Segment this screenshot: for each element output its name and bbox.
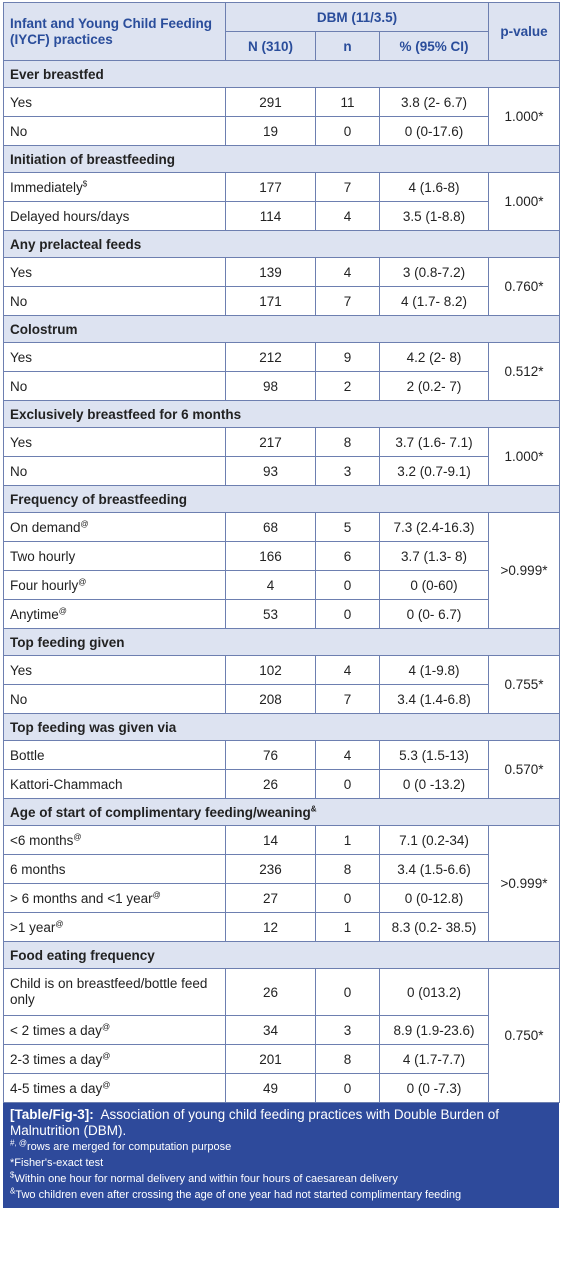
row-label <box>4 884 226 913</box>
table-container <box>3 2 559 1208</box>
cell-pct: 0 (0-60) <box>380 571 489 600</box>
row-label-text: < 2 times a day <box>10 1022 102 1038</box>
cell-N: 171 <box>226 287 316 316</box>
cell-n: 7 <box>316 173 380 202</box>
row-label-text: No <box>10 691 28 707</box>
cell-N: 26 <box>226 770 316 799</box>
row-label <box>4 855 226 884</box>
section-title-text: Initiation of breastfeeding <box>10 151 176 167</box>
cell-N: 27 <box>226 884 316 913</box>
table-row <box>4 173 560 202</box>
p-value-cell: 1.000* <box>489 88 560 146</box>
section-title <box>4 629 560 656</box>
table-row <box>4 428 560 457</box>
section-title <box>4 401 560 428</box>
cell-N: 114 <box>226 202 316 231</box>
row-label-text: Bottle <box>10 747 45 763</box>
row-label <box>4 913 226 942</box>
cell-pct: 4 (1.7-7.7) <box>380 1045 489 1074</box>
row-label <box>4 202 226 231</box>
table-row <box>4 343 560 372</box>
cell-pct: 3.7 (1.3- 8) <box>380 542 489 571</box>
cell-N: 26 <box>226 969 316 1016</box>
section-header-row <box>4 942 560 969</box>
table-row <box>4 513 560 542</box>
row-label <box>4 1045 226 1074</box>
section-title <box>4 799 560 826</box>
dbm-header: DBM (11/3.5) <box>226 3 489 32</box>
p-value-cell: 1.000* <box>489 428 560 486</box>
section-title-text: Age of start of complimentary feeding/weaning <box>10 804 311 820</box>
table-body <box>4 61 560 1103</box>
table-row <box>4 88 560 117</box>
row-label <box>4 457 226 486</box>
practice-header: Infant and Young Child Feeding (IYCF) practices <box>4 3 226 61</box>
p-value-cell: 0.570* <box>489 741 560 799</box>
cell-n: 1 <box>316 826 380 855</box>
cell-pct: 0 (0-17.6) <box>380 117 489 146</box>
row-label-text: Kattori-Chammach <box>10 776 123 792</box>
cell-pct: 7.3 (2.4-16.3) <box>380 513 489 542</box>
cell-n: 0 <box>316 600 380 629</box>
p-value-cell: 1.000* <box>489 173 560 231</box>
footnote-marker: @ <box>152 890 161 899</box>
p-value-cell: 0.755* <box>489 656 560 714</box>
section-title-text: Any prelacteal feeds <box>10 236 142 252</box>
footnote-marker: @ <box>102 1051 111 1060</box>
cell-pct: 0 (0 -13.2) <box>380 770 489 799</box>
section-header-row <box>4 714 560 741</box>
row-label <box>4 770 226 799</box>
table-row <box>4 117 560 146</box>
row-label <box>4 741 226 770</box>
cell-N: 208 <box>226 685 316 714</box>
cell-n: 9 <box>316 343 380 372</box>
row-label <box>4 88 226 117</box>
cell-pct: 0 (0- 6.7) <box>380 600 489 629</box>
cell-n: 11 <box>316 88 380 117</box>
footnote-marker: @ <box>58 606 67 615</box>
cell-pct: 3.2 (0.7-9.1) <box>380 457 489 486</box>
cell-N: 139 <box>226 258 316 287</box>
row-label-text: 4-5 times a day <box>10 1080 103 1096</box>
cell-n: 7 <box>316 685 380 714</box>
cell-pct: 3.8 (2- 6.7) <box>380 88 489 117</box>
cell-N: 236 <box>226 855 316 884</box>
cell-n: 1 <box>316 913 380 942</box>
cell-N: 291 <box>226 88 316 117</box>
footnote-marker: @ <box>101 1022 111 1031</box>
row-label-text: <6 months <box>10 832 74 848</box>
table-row <box>4 884 560 913</box>
section-header-row <box>4 486 560 513</box>
footnote-marker: & <box>10 1186 16 1196</box>
table-row <box>4 202 560 231</box>
table-row <box>4 969 560 1016</box>
row-label-text: No <box>10 293 28 309</box>
cell-pct: 3.4 (1.5-6.6) <box>380 855 489 884</box>
row-label-text: Immediately <box>10 179 83 195</box>
section-title <box>4 61 560 88</box>
row-label <box>4 258 226 287</box>
cell-pct: 2 (0.2- 7) <box>380 372 489 401</box>
caption-label: [Table/Fig-3]: <box>10 1107 94 1122</box>
table-caption <box>3 1103 559 1208</box>
table-row <box>4 741 560 770</box>
cell-pct: 5.3 (1.5-13) <box>380 741 489 770</box>
table-row <box>4 258 560 287</box>
cell-pct: 4 (1.6-8) <box>380 173 489 202</box>
row-label <box>4 826 226 855</box>
cell-n: 3 <box>316 457 380 486</box>
cell-pct: 3.5 (1-8.8) <box>380 202 489 231</box>
cell-N: 14 <box>226 826 316 855</box>
caption-note-text: Within one hour for normal delivery and within four hours of caesarean delivery <box>14 1173 398 1185</box>
cell-N: 102 <box>226 656 316 685</box>
row-label-text: 6 months <box>10 861 66 877</box>
caption-note-text: Two children even after crossing the age of one year had not started complimentary feeding <box>15 1189 462 1201</box>
row-label-text: Two hourly <box>10 548 76 564</box>
caption-note <box>10 1171 552 1187</box>
section-title <box>4 316 560 343</box>
row-label <box>4 969 226 1016</box>
cell-N: 53 <box>226 600 316 629</box>
cell-N: 12 <box>226 913 316 942</box>
section-title-text: Exclusively breastfeed for 6 months <box>10 406 242 422</box>
cell-n: 0 <box>316 571 380 600</box>
section-header-row <box>4 629 560 656</box>
cell-n: 0 <box>316 884 380 913</box>
row-label <box>4 542 226 571</box>
cell-n: 8 <box>316 1045 380 1074</box>
cell-pct: 3.7 (1.6- 7.1) <box>380 428 489 457</box>
row-label-text: Anytime <box>10 606 59 622</box>
cell-pct: 8.9 (1.9-23.6) <box>380 1016 489 1045</box>
p-value-cell: 0.512* <box>489 343 560 401</box>
footnote-marker: @ <box>78 577 87 586</box>
row-label <box>4 685 226 714</box>
table-row <box>4 457 560 486</box>
row-label <box>4 428 226 457</box>
section-header-row <box>4 231 560 258</box>
caption-main <box>10 1107 552 1139</box>
p-value-cell: >0.999* <box>489 826 560 942</box>
cell-N: 76 <box>226 741 316 770</box>
section-title-text: Frequency of breastfeeding <box>10 491 188 507</box>
cell-n: 4 <box>316 202 380 231</box>
section-header-row <box>4 316 560 343</box>
cell-n: 0 <box>316 969 380 1016</box>
row-label-text: Yes <box>10 434 33 450</box>
section-title <box>4 714 560 741</box>
cell-N: 49 <box>226 1074 316 1103</box>
table-row <box>4 685 560 714</box>
cell-N: 68 <box>226 513 316 542</box>
row-label-text: Child is on breastfeed/bottle feed only <box>10 976 208 1007</box>
cell-n: 2 <box>316 372 380 401</box>
cell-n: 7 <box>316 287 380 316</box>
row-label <box>4 372 226 401</box>
n-header: n <box>316 32 380 61</box>
section-title <box>4 146 560 173</box>
table-row <box>4 372 560 401</box>
cell-N: 19 <box>226 117 316 146</box>
cell-pct: 4.2 (2- 8) <box>380 343 489 372</box>
row-label-text: Yes <box>10 662 33 678</box>
cell-pct: 0 (0 -7.3) <box>380 1074 489 1103</box>
cell-pct: 0 (013.2) <box>380 969 489 1016</box>
row-label-text: 2-3 times a day <box>10 1051 103 1067</box>
row-label-text: >1 year <box>10 919 56 935</box>
row-label-text: On demand <box>10 519 81 535</box>
cell-n: 0 <box>316 117 380 146</box>
table-row <box>4 855 560 884</box>
cell-n: 3 <box>316 1016 380 1045</box>
cell-n: 6 <box>316 542 380 571</box>
row-label-text: No <box>10 123 28 139</box>
row-label <box>4 1016 226 1045</box>
table-row <box>4 600 560 629</box>
caption-note <box>10 1155 552 1171</box>
row-label-text: > 6 months and <1 year <box>10 890 153 906</box>
cell-n: 4 <box>316 656 380 685</box>
row-label-text: Delayed hours/days <box>10 208 130 224</box>
cell-pct: 3 (0.8-7.2) <box>380 258 489 287</box>
row-label <box>4 571 226 600</box>
cell-pct: 8.3 (0.2- 38.5) <box>380 913 489 942</box>
row-label-text: Yes <box>10 349 33 365</box>
section-header-row <box>4 401 560 428</box>
iycf-table <box>3 2 560 1103</box>
cell-n: 4 <box>316 258 380 287</box>
row-label-text: No <box>10 378 28 394</box>
caption-note <box>10 1187 552 1203</box>
footnote-marker: @ <box>102 1080 111 1089</box>
section-title-text: Ever breastfed <box>10 66 104 82</box>
cell-pct: 4 (1.7- 8.2) <box>380 287 489 316</box>
cell-N: 212 <box>226 343 316 372</box>
section-title <box>4 231 560 258</box>
section-title-text: Top feeding was given via <box>10 719 177 735</box>
cell-n: 4 <box>316 741 380 770</box>
table-row <box>4 571 560 600</box>
table-row <box>4 656 560 685</box>
cell-pct: 3.4 (1.4-6.8) <box>380 685 489 714</box>
table-row <box>4 913 560 942</box>
footnote-marker: & <box>310 804 317 813</box>
cell-N: 93 <box>226 457 316 486</box>
row-label-text: Yes <box>10 264 33 280</box>
cell-N: 166 <box>226 542 316 571</box>
row-label <box>4 117 226 146</box>
section-header-row <box>4 799 560 826</box>
caption-note-text: *Fisher's-exact test <box>10 1157 104 1169</box>
table-row <box>4 1045 560 1074</box>
row-label <box>4 343 226 372</box>
cell-n: 0 <box>316 1074 380 1103</box>
caption-text: Association of young child feeding practices with Double Burden of Malnutrition (DBM). <box>10 1107 500 1138</box>
section-title <box>4 486 560 513</box>
row-label <box>4 287 226 316</box>
cell-N: 98 <box>226 372 316 401</box>
section-title-text: Colostrum <box>10 321 78 337</box>
p-value-cell: 0.750* <box>489 969 560 1103</box>
cell-N: 217 <box>226 428 316 457</box>
table-row <box>4 826 560 855</box>
cell-n: 8 <box>316 428 380 457</box>
cell-N: 34 <box>226 1016 316 1045</box>
row-label <box>4 513 226 542</box>
p-value-cell: >0.999* <box>489 513 560 629</box>
row-label <box>4 173 226 202</box>
row-label <box>4 1074 226 1103</box>
cell-N: 201 <box>226 1045 316 1074</box>
cell-pct: 4 (1-9.8) <box>380 656 489 685</box>
row-label <box>4 600 226 629</box>
section-title-text: Food eating frequency <box>10 947 155 963</box>
section-title-text: Top feeding given <box>10 634 125 650</box>
footnote-marker: @ <box>55 919 64 928</box>
table-row <box>4 1016 560 1045</box>
N-header: N (310) <box>226 32 316 61</box>
cell-n: 0 <box>316 770 380 799</box>
table-row <box>4 1074 560 1103</box>
cell-pct: 0 (0-12.8) <box>380 884 489 913</box>
footnote-marker: $ <box>10 1170 15 1180</box>
caption-note <box>10 1139 552 1155</box>
table-row <box>4 770 560 799</box>
footnote-marker: @ <box>73 832 82 841</box>
cell-n: 5 <box>316 513 380 542</box>
footnote-marker: #, @ <box>10 1138 28 1148</box>
cell-pct: 7.1 (0.2-34) <box>380 826 489 855</box>
p-value-header: p-value <box>489 3 560 61</box>
row-label-text: Yes <box>10 94 33 110</box>
footnote-marker: @ <box>80 519 89 528</box>
pct-header: % (95% CI) <box>380 32 489 61</box>
table-row <box>4 287 560 316</box>
row-label-text: No <box>10 463 28 479</box>
footnote-marker: $ <box>82 179 88 188</box>
row-label-text: Four hourly <box>10 577 79 593</box>
cell-N: 4 <box>226 571 316 600</box>
section-header-row <box>4 61 560 88</box>
p-value-cell: 0.760* <box>489 258 560 316</box>
table-row <box>4 542 560 571</box>
section-title <box>4 942 560 969</box>
caption-note-text: rows are merged for computation purpose <box>27 1141 232 1153</box>
cell-n: 8 <box>316 855 380 884</box>
caption-notes <box>10 1139 552 1203</box>
section-header-row <box>4 146 560 173</box>
row-label <box>4 656 226 685</box>
cell-N: 177 <box>226 173 316 202</box>
